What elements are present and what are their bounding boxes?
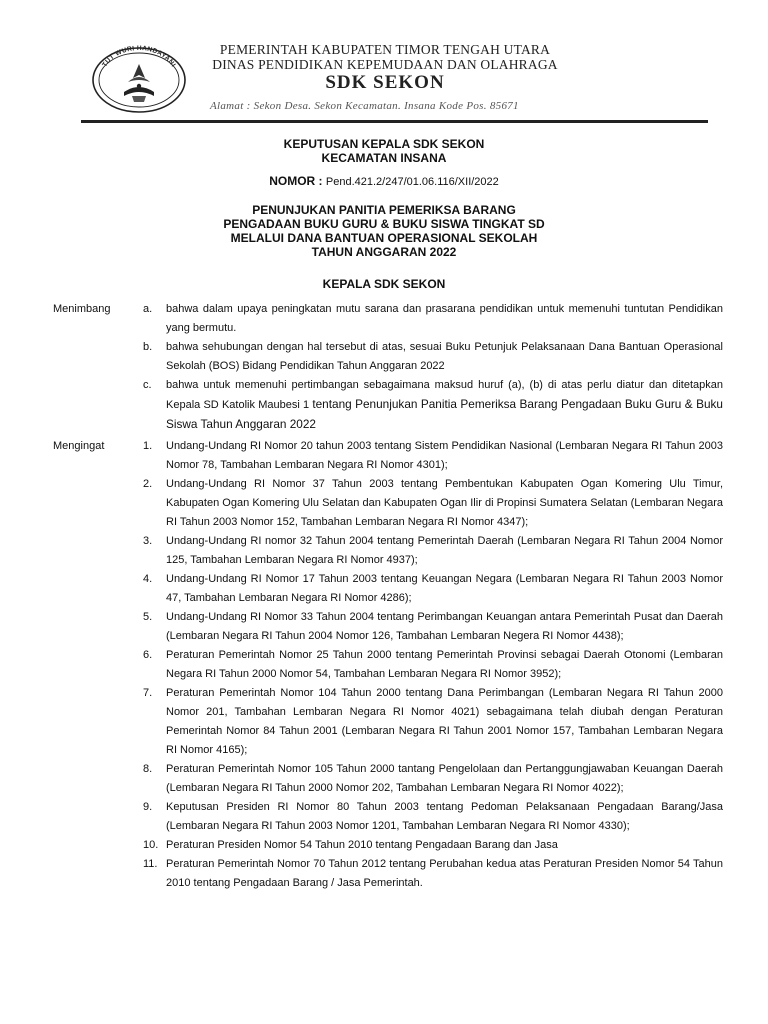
- item-marker: 4.: [143, 573, 153, 585]
- item-marker: 8.: [143, 763, 153, 775]
- item-text-part: bahwa untuk memenuhi pertimbangan sebagaimana maksud huruf (a), (b) di atas perlu diatur dan ditetapkan Kepala SD Katolik Maubesi 1: [166, 379, 723, 411]
- list-item: [143, 798, 723, 836]
- svg-text:TUT WURI HANDAYANI: TUT WURI HANDAYANI: [101, 44, 177, 69]
- item-marker: b.: [143, 341, 153, 353]
- decree-subject-line: PENGADAAN BUKU GURU & BUKU SISWA TINGKAT SD: [223, 217, 545, 231]
- menimbang-list: [143, 300, 723, 435]
- list-item: [143, 646, 723, 684]
- tut-wuri-handayani-logo: [88, 42, 190, 114]
- decree-title: [0, 137, 768, 165]
- list-item: [143, 338, 723, 376]
- section-label: Menimbang: [53, 303, 111, 315]
- item-text: Peraturan Pemerintah Nomor 104 Tahun 2000 tentang Dana Perimbangan (Lembaran Negara RI Tahun 2000 Nomor 201, Tambahan Lembaran Negara RI Nomor 4021) sebagaimana telah diubah dengan Peraturan Pemerintah Nomor 84 Tahun 2001 (Lembaran Negara RI Tahun 2001 Nomor 157, Tambahan Lembaran Negara RI Nomor 4165);: [166, 687, 723, 756]
- letterhead-government: PEMERINTAH KABUPATEN TIMOR TENGAH UTARA: [219, 42, 551, 57]
- list-item: [143, 855, 723, 893]
- list-item: [143, 475, 723, 532]
- item-text: Undang-Undang RI Nomor 37 Tahun 2003 tentang Pembentukan Kabupaten Ogan Komering Ulu Timur, Kabupaten Ogan Komering Ulu Selatan dan Kabupaten Ogan Ilir di Propinsi Sumatera Selatan (Lembaran Negara RI Tahun 2003 Nomor 152, Tambahan Lembaran Negara RI Nomor 4347);: [166, 478, 723, 528]
- section-label: Mengingat: [53, 440, 105, 452]
- item-marker: 3.: [143, 535, 153, 547]
- item-text-part: tentang Penunjukan Panitia Pemeriksa Barang Pengadaan Buku Guru & Buku Siswa Tahun Anggaran 2022: [166, 397, 723, 431]
- decree-number-value: Pend.421.2/247/01.06.116/XII/2022: [325, 176, 499, 188]
- list-item: [143, 684, 723, 760]
- decree-title-line-2: KECAMATAN INSANA: [321, 151, 447, 165]
- decree-number-label: NOMOR :: [269, 174, 326, 188]
- list-item: [143, 532, 723, 570]
- item-text: bahwa sehubungan dengan hal tersebut di atas, sesuai Buku Petunjuk Pelaksanaan Dana Bantuan Operasional Sekolah (BOS) Bidang Pendidikan Tahun Anggaran 2022: [166, 341, 723, 372]
- issuing-authority: KEPALA SDK SEKON: [322, 277, 446, 291]
- menimbang-section: [53, 300, 723, 435]
- item-text: Undang-Undang RI nomor 32 Tahun 2004 tentang Pemerintah Daerah (Lembaran Negara RI Tahun 2004 Nomor 125, Tambahan Lembaran Negara RI Nomor 4937);: [166, 535, 723, 566]
- decree-number: [0, 174, 768, 188]
- item-text: Undang-Undang RI Nomor 17 Tahun 2003 tentang Keuangan Negara (Lembaran Negara RI Tahun 2003 Nomor 47, Tambahan Lembaran Negara RI Nomor 4286);: [166, 573, 723, 604]
- item-marker: 6.: [143, 649, 153, 661]
- list-item: [143, 300, 723, 338]
- letterhead-address: Alamat : Sekon Desa. Sekon Kecamatan. Insana Kode Pos. 85671: [210, 100, 519, 112]
- mengingat-section: [53, 437, 723, 893]
- list-item: [143, 836, 723, 855]
- decree-title-line-1: KEPUTUSAN KEPALA SDK SEKON: [283, 137, 485, 151]
- item-text: Undang-Undang RI Nomor 33 Tahun 2004 tentang Perimbangan Keuangan antara Pemerintah Pusat dan Daerah (Lembaran Negara RI Tahun 2004 Nomor 126, Tambahan Lembaran Negera RI Nomor 4438);: [166, 611, 723, 642]
- item-text: bahwa dalam upaya peningkatan mutu sarana dan prasarana pendidikan untuk memenuhi tuntutan Pendidikan yang bermutu.: [166, 303, 723, 334]
- item-text: Peraturan Pemerintah Nomor 25 Tahun 2000 tentang Pemerintah Provinsi sebagai Daerah Otonomi (Lembaran Negara RI Tahun 2000 Nomor 54, Tambahan Lembaran Negara RI Nomor 3952);: [166, 649, 723, 680]
- list-item: [143, 570, 723, 608]
- letterhead: [0, 0, 768, 124]
- decree-body: [53, 300, 723, 893]
- letterhead-divider: [81, 120, 708, 123]
- item-marker: 1.: [143, 440, 153, 452]
- item-marker: c.: [143, 379, 152, 391]
- item-text: Peraturan Presiden Nomor 54 Tahun 2010 tentang Pengadaan Barang dan Jasa: [166, 839, 558, 851]
- list-item: [143, 376, 723, 435]
- item-marker: 5.: [143, 611, 153, 623]
- item-text: Keputusan Presiden RI Nomor 80 Tahun 2003 tentang Pedoman Pelaksanaan Pengadaan Barang/Jasa (Lembaran Negara RI Tahun 2003 Nomor 1201, Tambahan Lembaran Negara RI Nomor 4330);: [166, 801, 723, 832]
- item-text: Peraturan Pemerintah Nomor 70 Tahun 2012 tentang Perubahan kedua atas Peraturan Presiden Nomor 54 Tahun 2010 tentang Pengadaan Barang / Jasa Pemerintah.: [166, 858, 723, 889]
- list-item: [143, 437, 723, 475]
- decree-subject: [0, 203, 768, 259]
- item-marker: 10.: [143, 839, 159, 851]
- list-item: [143, 608, 723, 646]
- item-marker: 2.: [143, 478, 153, 490]
- decree-subject-line: PENUNJUKAN PANITIA PEMERIKSA BARANG: [252, 203, 516, 217]
- letterhead-school-name: SDK SEKON: [325, 72, 445, 93]
- decree-subject-line: TAHUN ANGGARAN 2022: [311, 245, 457, 259]
- letterhead-department: DINAS PENDIDIKAN KEPEMUDAAN DAN OLAHRAGA: [212, 57, 558, 72]
- item-marker: 9.: [143, 801, 153, 813]
- decree-subject-line: MELALUI DANA BANTUAN OPERASIONAL SEKOLAH: [230, 231, 538, 245]
- item-marker: a.: [143, 303, 153, 315]
- item-text: [166, 376, 723, 435]
- item-marker: 11.: [143, 858, 158, 870]
- item-marker: 7.: [143, 687, 153, 699]
- item-text: Undang-Undang RI Nomor 20 tahun 2003 tentang Sistem Pendidikan Nasional (Lembaran Negara RI Tahun 2003 Nomor 78, Tambahan Lembaran Negara RI Nomor 4301);: [166, 440, 723, 471]
- list-item: [143, 760, 723, 798]
- item-text: Peraturan Pemerintah Nomor 105 Tahun 2000 tantang Pengelolaan dan Pertanggungjawaban Keuangan Daerah (Lembaran Negara RI Tahun 2000 Nomor 202, Tambahan Lembaran Negara RI Nomor 4022);: [166, 763, 723, 794]
- mengingat-list: [143, 437, 723, 893]
